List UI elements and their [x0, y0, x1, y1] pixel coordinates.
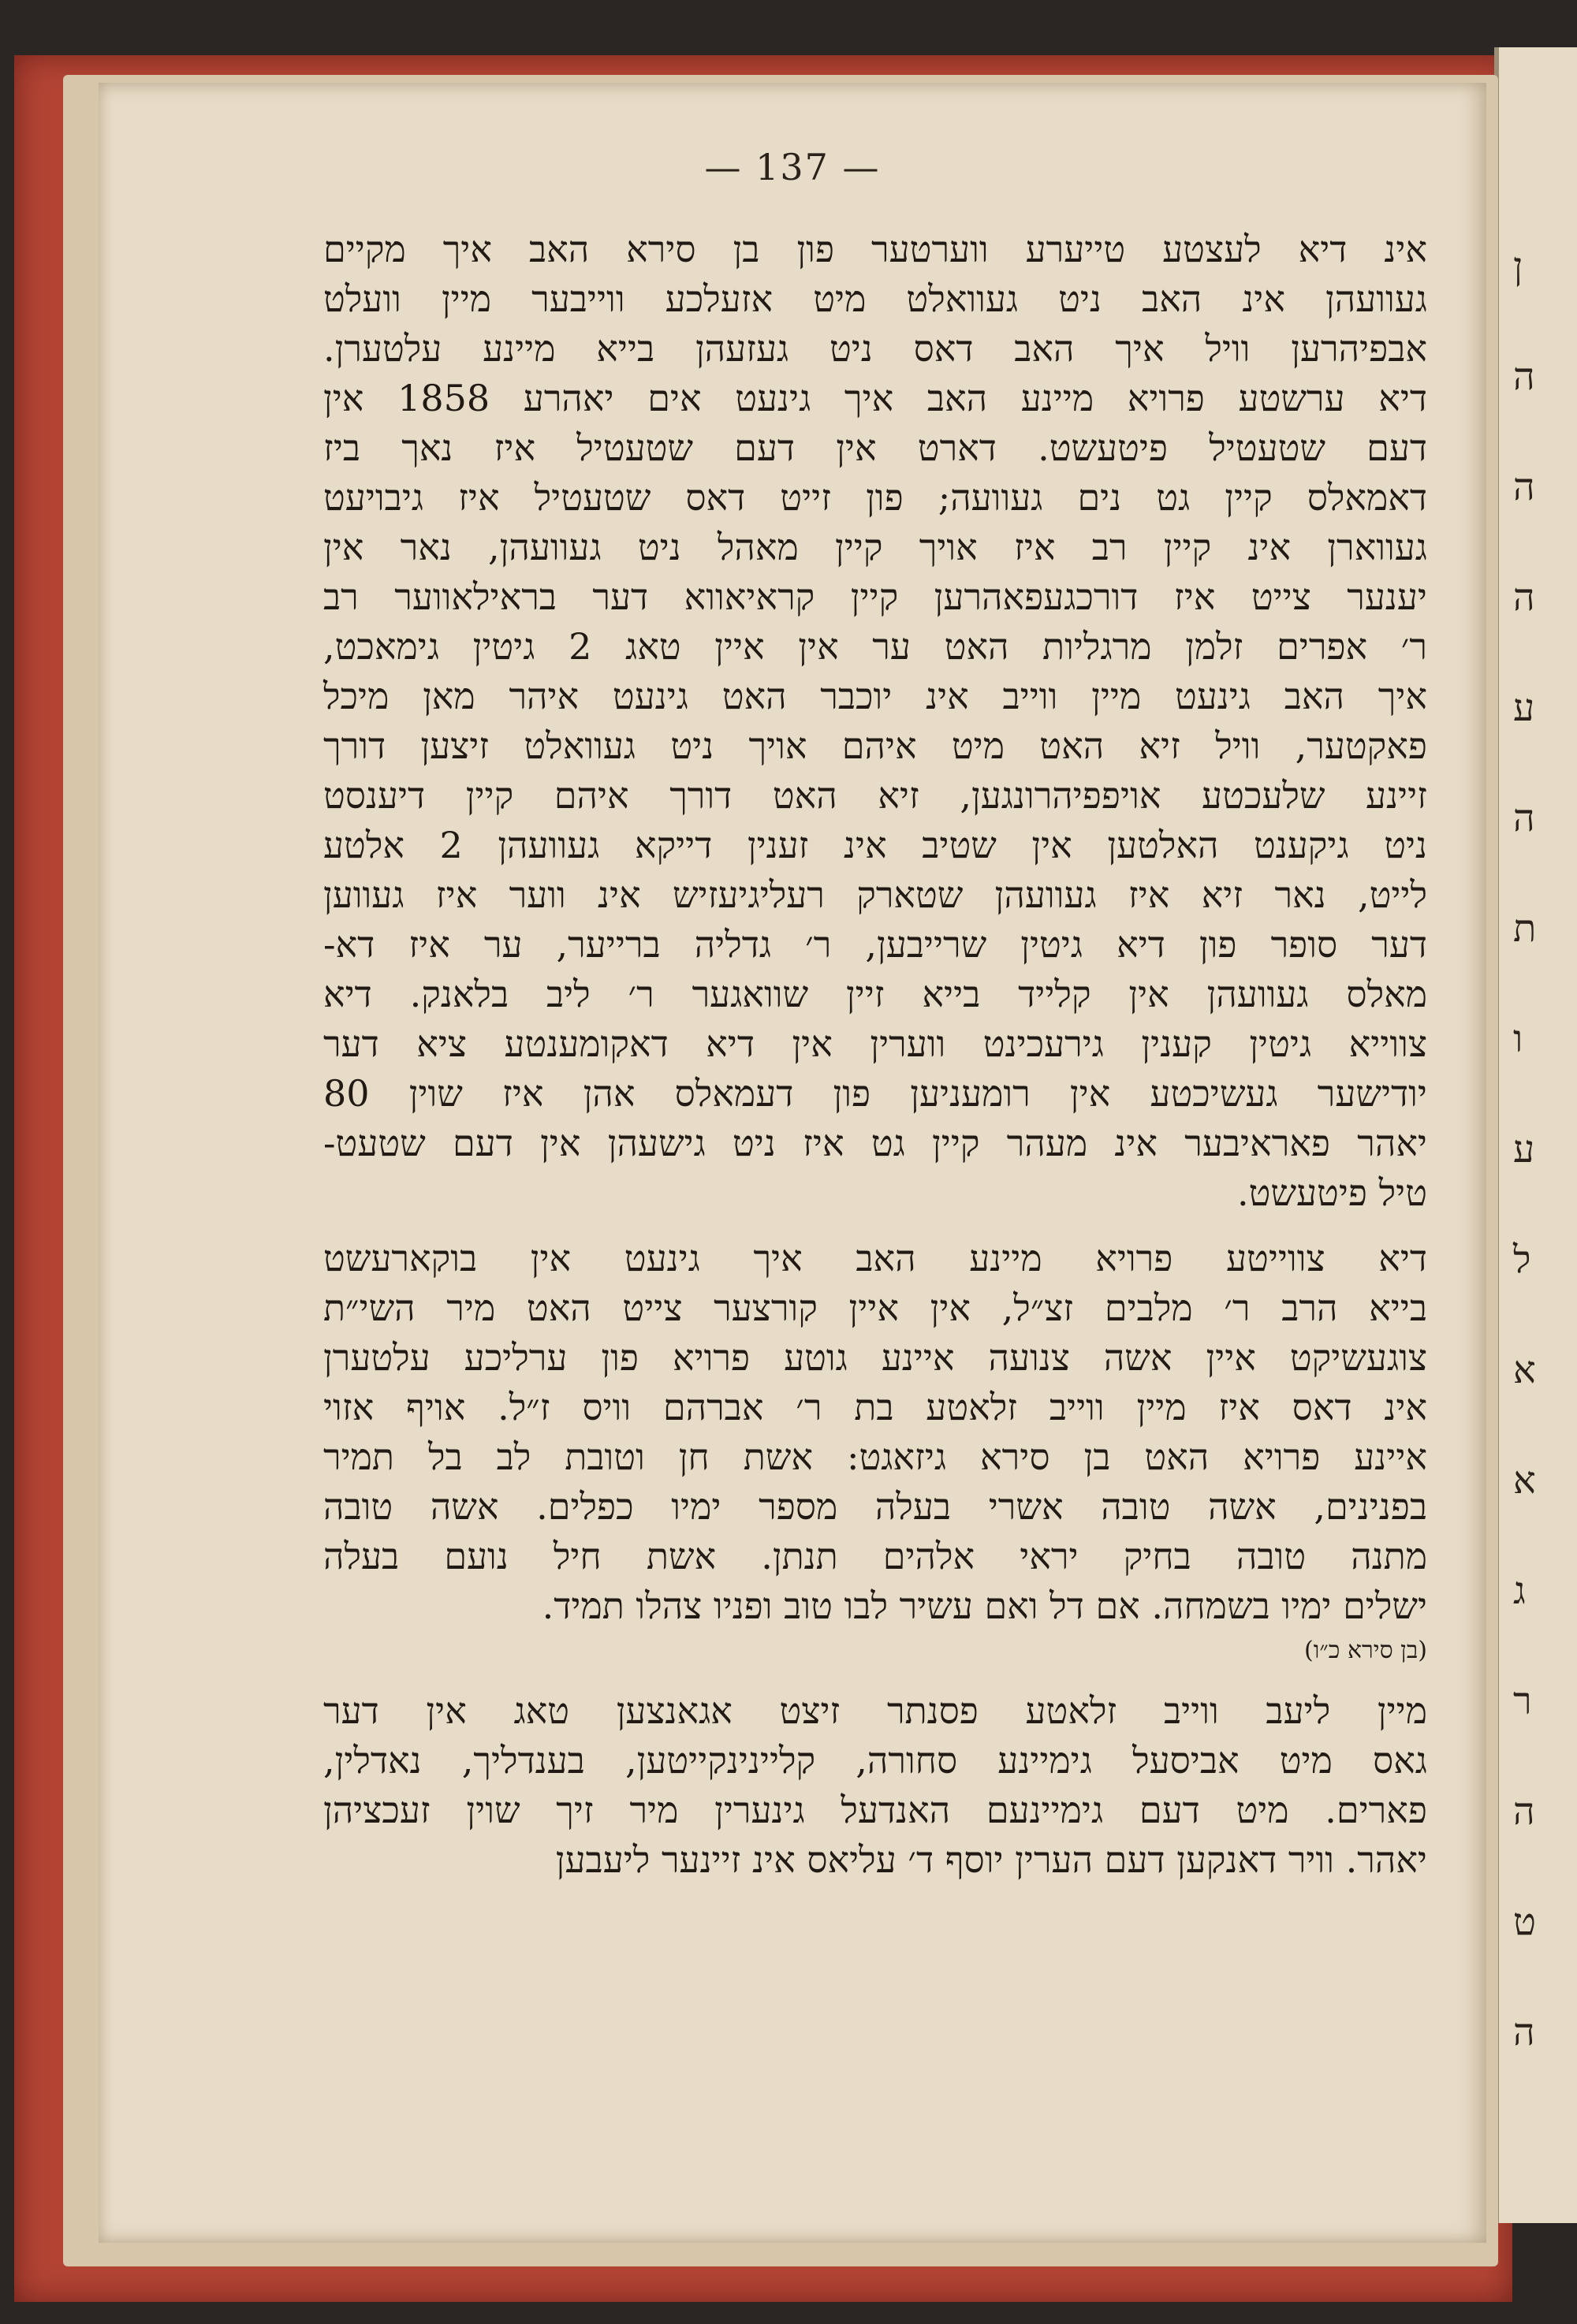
book-page	[99, 83, 1486, 2243]
adjacent-page-fragment: ו	[1513, 1017, 1523, 1061]
text-line: יאהר פאראיבער אינ מעהר קיין גט איז ניט גישעהן אין דעם שטעט-	[323, 1122, 1427, 1164]
text-line: ר׳ אפרים זלמן מרגליות האט ער אין איין טאג 2 גיטין גימאכט,	[323, 625, 1427, 668]
text-line: בפנינים, אשה טובה אשרי בעלה מספר ימיו כפלים. אשה טובה	[323, 1485, 1427, 1528]
adjacent-page	[1494, 47, 1577, 2223]
text-line: איך האב גינעט מיין ווייב אינ יוכבר האט גינעט איהר מאן מיכל	[323, 675, 1427, 717]
adjacent-page-fragment: ת	[1513, 907, 1537, 951]
text-line: גאס מיט אביסעל גימיינע סחורה, קליינינקייטען, בענדליך, נאדלין,	[323, 1739, 1427, 1782]
adjacent-page-fragment: ה	[1513, 1790, 1535, 1834]
text-line: ישלים ימיו בשמחה. אם דל ואם עשיר לבו טוב ופניו צהלו תמיד.	[542, 1585, 1427, 1627]
adjacent-page-fragment: ג	[1513, 1569, 1526, 1613]
text-line: בייא הרב ר׳ מלבים זצ״ל, אין איין קורצער צייט האט מיר השי״ת	[323, 1287, 1427, 1329]
text-line: דער סופר פון דיא גיטין שרייבען, ר׳ גדליה ברייער, ער איז דא-	[323, 923, 1427, 966]
text-line: טיל פיטעשט.	[1237, 1171, 1427, 1214]
page-number: — 137 —	[704, 146, 881, 188]
text-line: פאקטער, וויל זיא האט מיט איהם אויך ניט געוואלט זיצען דורך	[323, 724, 1427, 767]
text-line: געווארן אינ קיין רב איז אויך קיין מאהל ניט געוועהן, נאר אין	[323, 526, 1427, 568]
text-line: יענער צייט איז דורכגעפאהרען קיין קראיאווא דער בראילאווער רב	[323, 575, 1427, 618]
text-line: מיין ליעב ווייב זלאטע פסנתר זיצט אגאנצען טאג אין דער	[323, 1689, 1427, 1732]
adjacent-page-fragment: ה	[1513, 465, 1535, 509]
paragraph	[323, 1234, 1427, 1670]
text-line: דיא צווייטע פרויא מיינע האב איך גינעט אין בוקארעשט	[323, 1237, 1427, 1279]
text-line: דאמאלס קיין גט נים געוועה; פון זייט דאס שטעטיל איז גיבויעט	[323, 476, 1427, 519]
text-line: צוגעשיקט איין אשה צנועה איינע גוטע פרויא פון ערליכע עלטערן	[323, 1336, 1427, 1379]
text-line: פארים. מיט דעם גימיינעם האנדעל גינערין מיר זיך שוין זעכציהן	[323, 1789, 1427, 1831]
text-line: אבפיהרען וויל איך האב דאס ניט געזעהן בייא מיינע עלטערן.	[323, 327, 1427, 370]
adjacent-page-fragment: ע	[1513, 686, 1535, 730]
text-block	[323, 225, 1427, 1885]
adjacent-page-fragment: ן	[1513, 244, 1523, 289]
adjacent-page-fragment: ע	[1513, 1127, 1535, 1171]
text-line: לייט, נאר זיא איז געוועהן שטארק רעליגיעזיש אינ ווער איז געווען	[323, 873, 1427, 916]
adjacent-page-fragment: ה	[1513, 796, 1535, 840]
text-line: זיינע שלעכטע אויפפיהרונגען, זיא האט דורך איהם קיין דיענסט	[323, 774, 1427, 817]
adjacent-page-fragment: ר	[1513, 1679, 1532, 1723]
adjacent-page-fragment: א	[1513, 1348, 1536, 1392]
text-line: יודישער געשיכטע אין רומעניען פון דעמאלס אהן איז שוין 80	[323, 1072, 1427, 1115]
source-citation: (בן סירא כ״ו)	[1304, 1637, 1427, 1664]
text-line: מתנה טובה בחיק יראי אלהים תנתן. אשת חיל נועם בעלה	[323, 1535, 1427, 1577]
text-line: דעם שטעטיל פיטעשט. דארט אין דעם שטעטיל איז נאך ביז	[323, 426, 1427, 469]
text-line: איינע פרויא האט בן סירא גיזאגט: אשת חן וטובת לב בל תמיר	[323, 1436, 1427, 1478]
paragraph	[323, 1686, 1427, 1885]
adjacent-page-fragment: ה	[1513, 355, 1535, 399]
adjacent-page-fragment: ה	[1513, 575, 1535, 620]
text-line: מאלס געוועהן אין קלייד בייא זיין שוואגער ר׳ ליב בלאנק. דיא	[323, 973, 1427, 1015]
text-line: אינ דיא לעצטע טייערע ווערטער פון בן סירא האב איך מקיים	[323, 228, 1427, 270]
adjacent-page-fragment: ל	[1513, 1238, 1531, 1282]
text-line: געוועהן אינ האב ניט געוואלט מיט אזעלכע ווייבער מיין וועלט	[323, 277, 1427, 320]
adjacent-page-fragment: ט	[1513, 1900, 1536, 1944]
paragraph	[323, 225, 1427, 1218]
adjacent-page-fragment: א	[1513, 1458, 1536, 1503]
text-line: ניט גיקענט האלטען אין שטיב אינ זענין דייקא געוועהן 2 אלטע	[323, 824, 1427, 866]
adjacent-page-fragment: ה	[1513, 2010, 1535, 2054]
text-line: צווייא גיטין קענין גירעכינט ווערין אין דיא דאקומענטע ציא דער	[323, 1022, 1427, 1065]
text-line: יאהר. וויר דאנקען דעם הערין יוסף ד׳ עליאס אינ זיינער ליעבען	[555, 1838, 1427, 1881]
text-line: אינ דאס איז מיין ווייב זלאטע בת ר׳ אברהם וויס ז״ל. אויף אזוי	[323, 1386, 1427, 1428]
text-line: דיא ערשטע פרויא מיינע האב איך גינעט אים יאהרע 1858 אין	[323, 377, 1428, 419]
